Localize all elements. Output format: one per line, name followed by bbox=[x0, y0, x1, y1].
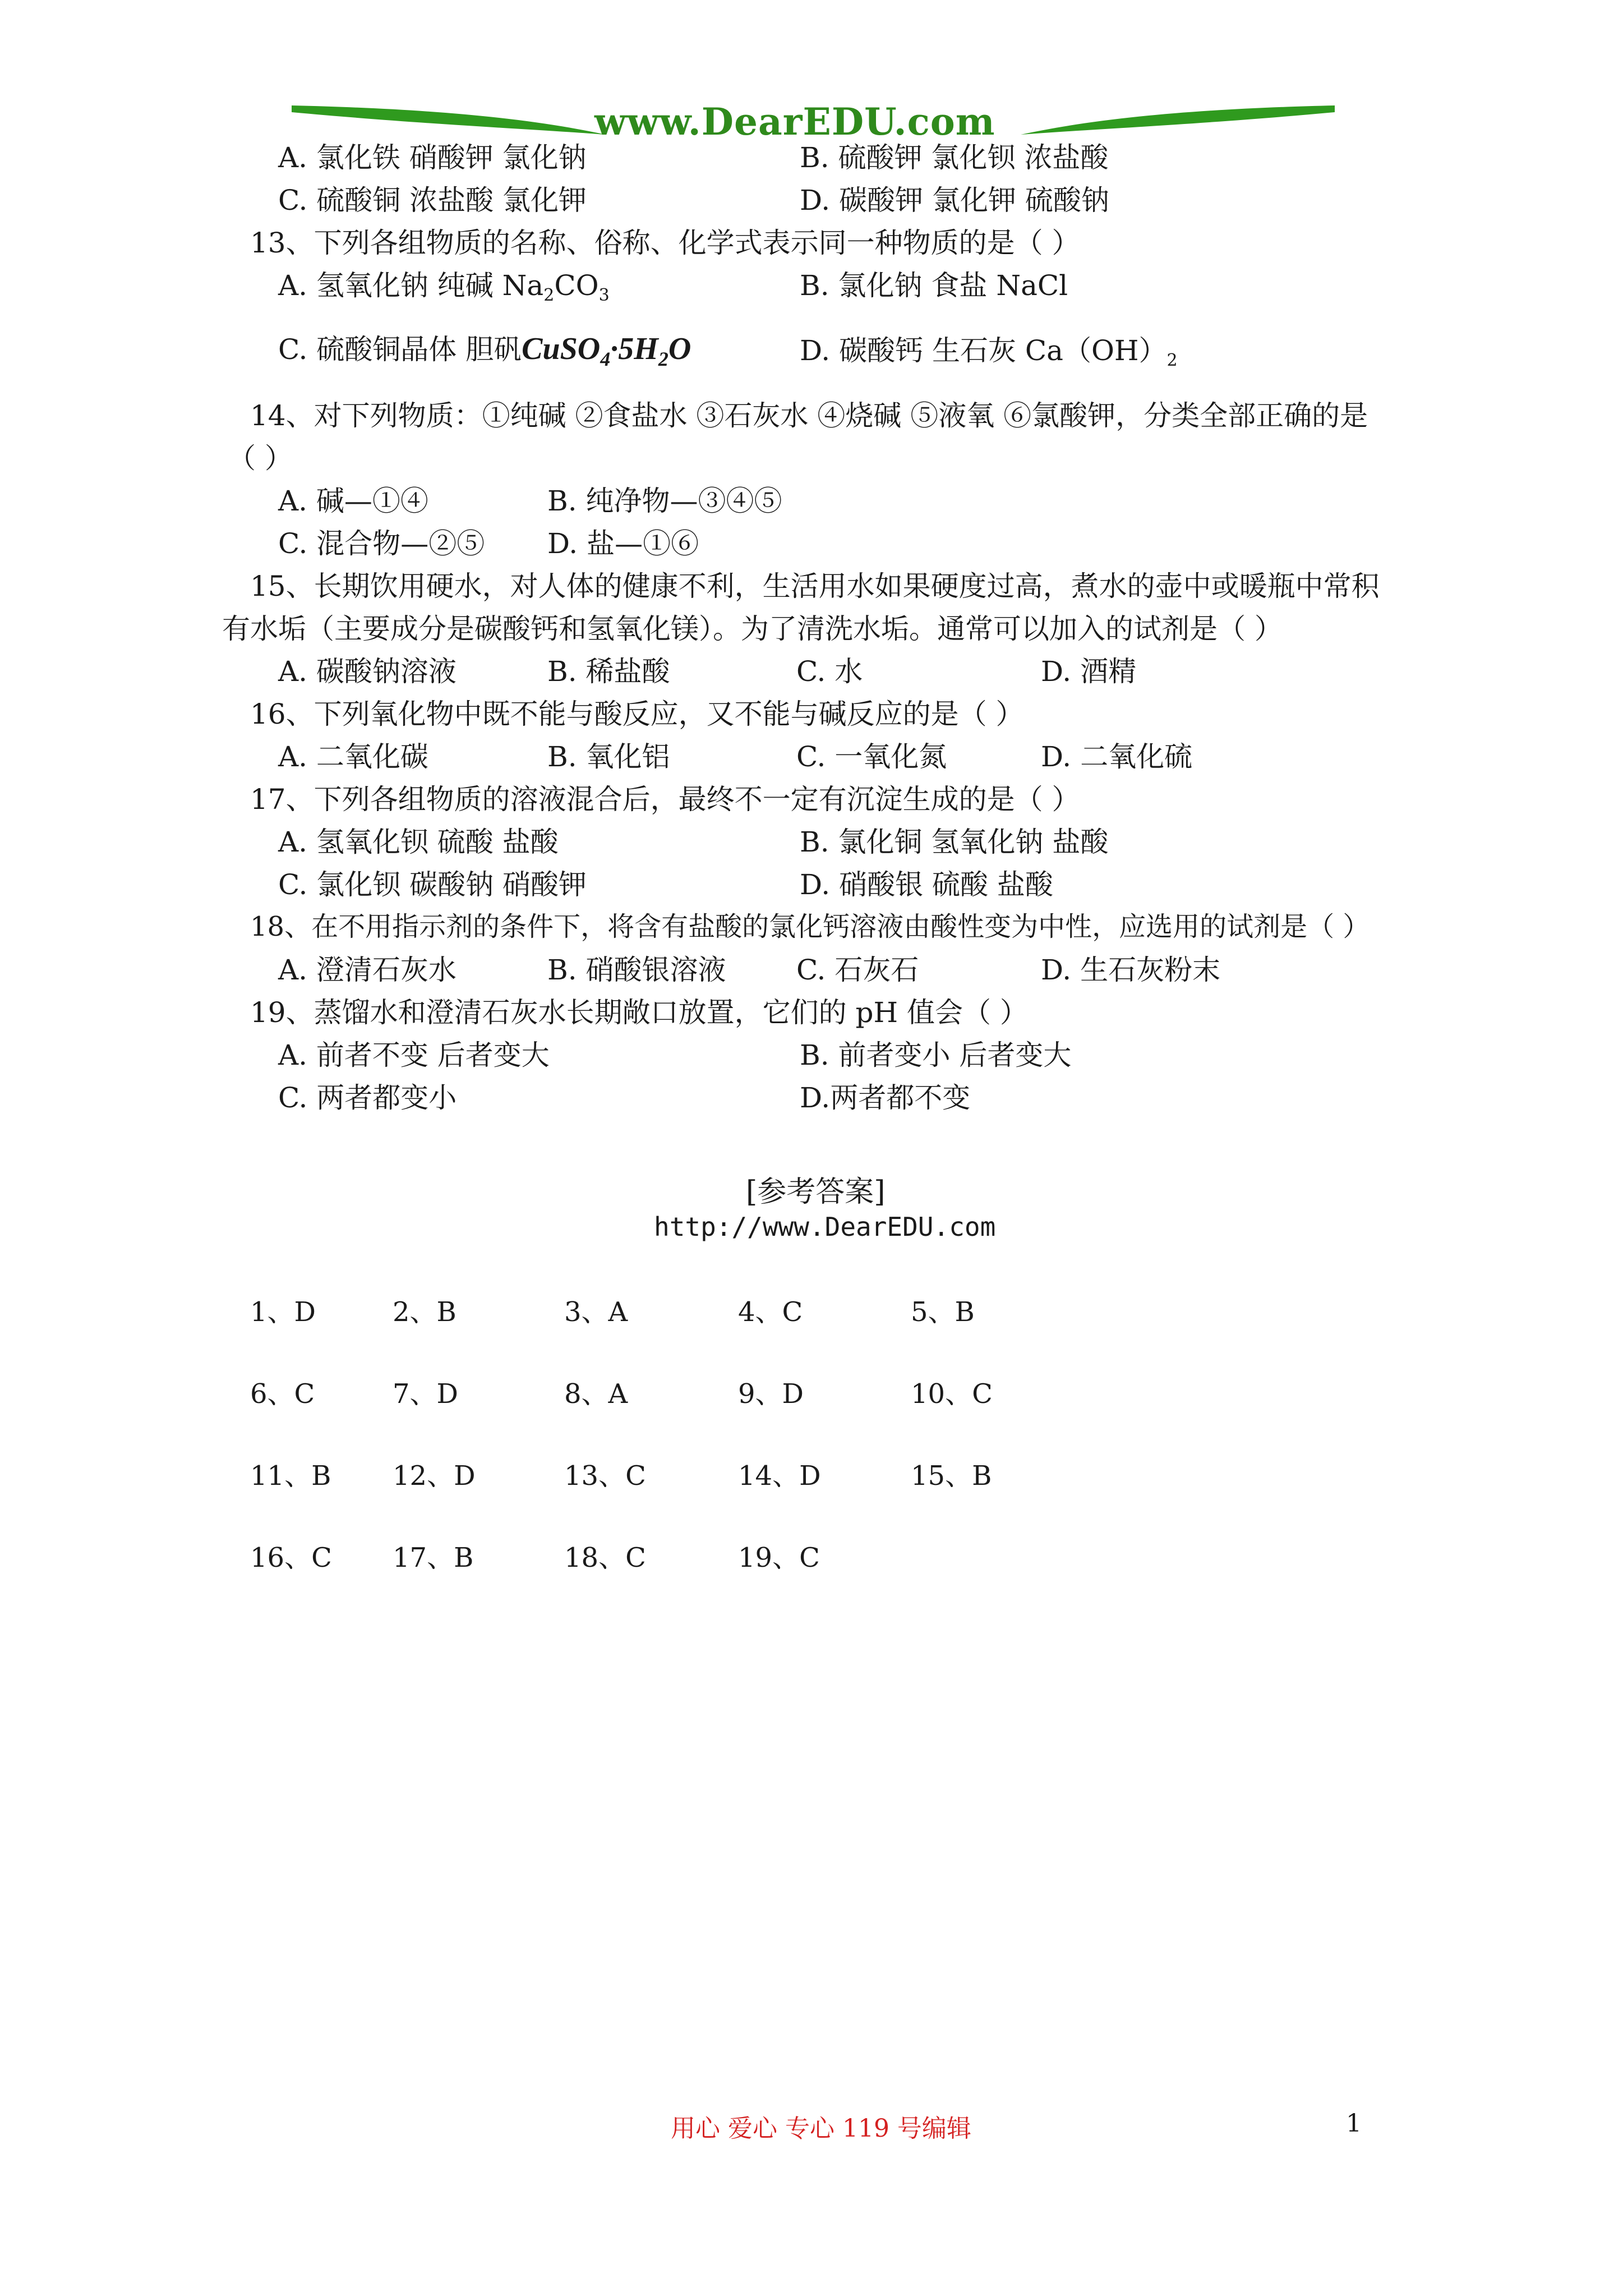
q14-option-a: A. 碱—①④ bbox=[278, 485, 428, 517]
answer-item: 16、C bbox=[250, 1542, 332, 1573]
q17-option-c: C. 氯化钡 碳酸钠 硝酸钾 bbox=[278, 868, 587, 901]
q15-option-b: B. 稀盐酸 bbox=[547, 655, 670, 688]
q14-stem: 14、对下列物质：①纯碱 ②食盐水 ③石灰水 ④烧碱 ⑤液氧 ⑥氯酸钾，分类全部正确的是 bbox=[250, 399, 1368, 432]
q19-option-a: A. 前者不变 后者变大 bbox=[278, 1039, 550, 1071]
q15-stem: 15、长期饮用硬水，对人体的健康不利，生活用水如果硬度过高，煮水的壶中或暖瓶中常积 bbox=[250, 570, 1380, 602]
q14-stem-cont: （ ） bbox=[228, 442, 293, 475]
q16-option-d: D. 二氧化硫 bbox=[1041, 740, 1193, 773]
q14-option-b: B. 纯净物—③④⑤ bbox=[547, 485, 782, 517]
q12-option-a: A. 氯化铁 硝酸钾 氯化钠 bbox=[278, 141, 587, 174]
q17-option-b: B. 氯化铜 氢氧化钠 盐酸 bbox=[800, 826, 1109, 858]
answer-item: 13、C bbox=[564, 1460, 646, 1492]
answer-item: 10、C bbox=[911, 1378, 993, 1410]
q15-option-d: D. 酒精 bbox=[1041, 655, 1137, 688]
q17-option-d: D. 硝酸银 硫酸 盐酸 bbox=[800, 868, 1053, 901]
q18-option-a: A. 澄清石灰水 bbox=[278, 954, 457, 986]
q17-stem: 17、下列各组物质的溶液混合后，最终不一定有沉淀生成的是（ ） bbox=[250, 783, 1080, 816]
answer-item: 12、D bbox=[393, 1460, 476, 1492]
answer-item: 7、D bbox=[393, 1378, 459, 1410]
q16-option-c: C. 一氧化氮 bbox=[796, 740, 947, 773]
answer-item: 15、B bbox=[911, 1460, 992, 1492]
q12-option-c: C. 硫酸铜 浓盐酸 氯化钾 bbox=[278, 184, 587, 217]
answer-item: 8、A bbox=[564, 1378, 628, 1410]
answer-item: 1、D bbox=[250, 1296, 316, 1328]
answer-item: 14、D bbox=[738, 1460, 821, 1492]
q18-option-c: C. 石灰石 bbox=[796, 954, 919, 986]
answers-title: [参考答案] bbox=[746, 1175, 886, 1209]
q15-stem-cont: 有水垢（主要成分是碳酸钙和氢氧化镁）。为了清洗水垢。通常可以加入的试剂是（ ） bbox=[222, 613, 1283, 645]
q14-option-d: D. 盐—①⑥ bbox=[547, 527, 699, 560]
q13-option-b: B. 氯化钠 食盐 NaCl bbox=[800, 269, 1068, 302]
q16-option-b: B. 氧化铝 bbox=[547, 740, 670, 773]
page-number: 1 bbox=[1346, 2109, 1362, 2138]
header-site-text: www.DearEDU.com bbox=[594, 100, 995, 144]
q17-option-a: A. 氢氧化钡 硫酸 盐酸 bbox=[278, 826, 559, 858]
answer-item: 2、B bbox=[393, 1296, 457, 1328]
answer-item: 6、C bbox=[250, 1378, 315, 1410]
answer-item: 18、C bbox=[564, 1542, 646, 1573]
q19-option-c: C. 两者都变小 bbox=[278, 1082, 457, 1114]
q15-option-a: A. 碳酸钠溶液 bbox=[278, 655, 457, 688]
q19-stem: 19、蒸馏水和澄清石灰水长期敞口放置，它们的 pH 值会（ ） bbox=[250, 996, 1028, 1029]
q13-option-d: D. 碳酸钙 生石灰 $Ca(OH)_2$ bbox=[800, 334, 1178, 370]
answer-item: 19、C bbox=[738, 1542, 820, 1573]
q19-option-b: B. 前者变小 后者变大 bbox=[800, 1039, 1072, 1071]
q15-option-c: C. 水 bbox=[796, 655, 863, 688]
answer-item: 3、A bbox=[564, 1296, 628, 1328]
answer-item: 17、B bbox=[393, 1542, 474, 1573]
q18-option-b: B. 硝酸银溶液 bbox=[547, 954, 726, 986]
q13-formula: $CuSO_4\cdot 5H_2O$ bbox=[522, 332, 691, 370]
q13-option-c: C. 硫酸铜晶体 胆矾$CuSO_4\cdot 5H_2O$ bbox=[278, 332, 691, 370]
q13-option-a: A. 氢氧化钠 纯碱 $Na_2CO_3$ bbox=[278, 269, 610, 305]
q13-stem: 13、下列各组物质的名称、俗称、化学式表示同一种物质的是（ ） bbox=[250, 227, 1080, 259]
q12-option-b: B. 硫酸钾 氯化钡 浓盐酸 bbox=[800, 141, 1109, 174]
q16-stem: 16、下列氧化物中既不能与酸反应，又不能与碱反应的是（ ） bbox=[250, 698, 1024, 730]
q19-option-d: D.两者都不变 bbox=[800, 1082, 971, 1114]
answer-item: 5、B bbox=[911, 1296, 975, 1328]
q18-option-d: D. 生石灰粉末 bbox=[1041, 954, 1221, 986]
answers-url: http://www.DearEDU.com bbox=[654, 1212, 996, 1242]
answer-item: 4、C bbox=[738, 1296, 803, 1328]
q12-option-d: D. 碳酸钾 氯化钾 硫酸钠 bbox=[800, 184, 1109, 217]
footer-text: 用心 爱心 专心 119 号编辑 bbox=[671, 2114, 971, 2143]
q16-option-a: A. 二氧化碳 bbox=[278, 740, 428, 773]
header-swoosh-right bbox=[1021, 105, 1335, 135]
answer-item: 9、D bbox=[738, 1378, 804, 1410]
q14-option-c: C. 混合物—②⑤ bbox=[278, 527, 485, 560]
answer-item: 11、B bbox=[250, 1460, 331, 1492]
q18-stem: 18、在不用指示剂的条件下，将含有盐酸的氯化钙溶液由酸性变为中性，应选用的试剂是（ ） bbox=[250, 911, 1370, 942]
